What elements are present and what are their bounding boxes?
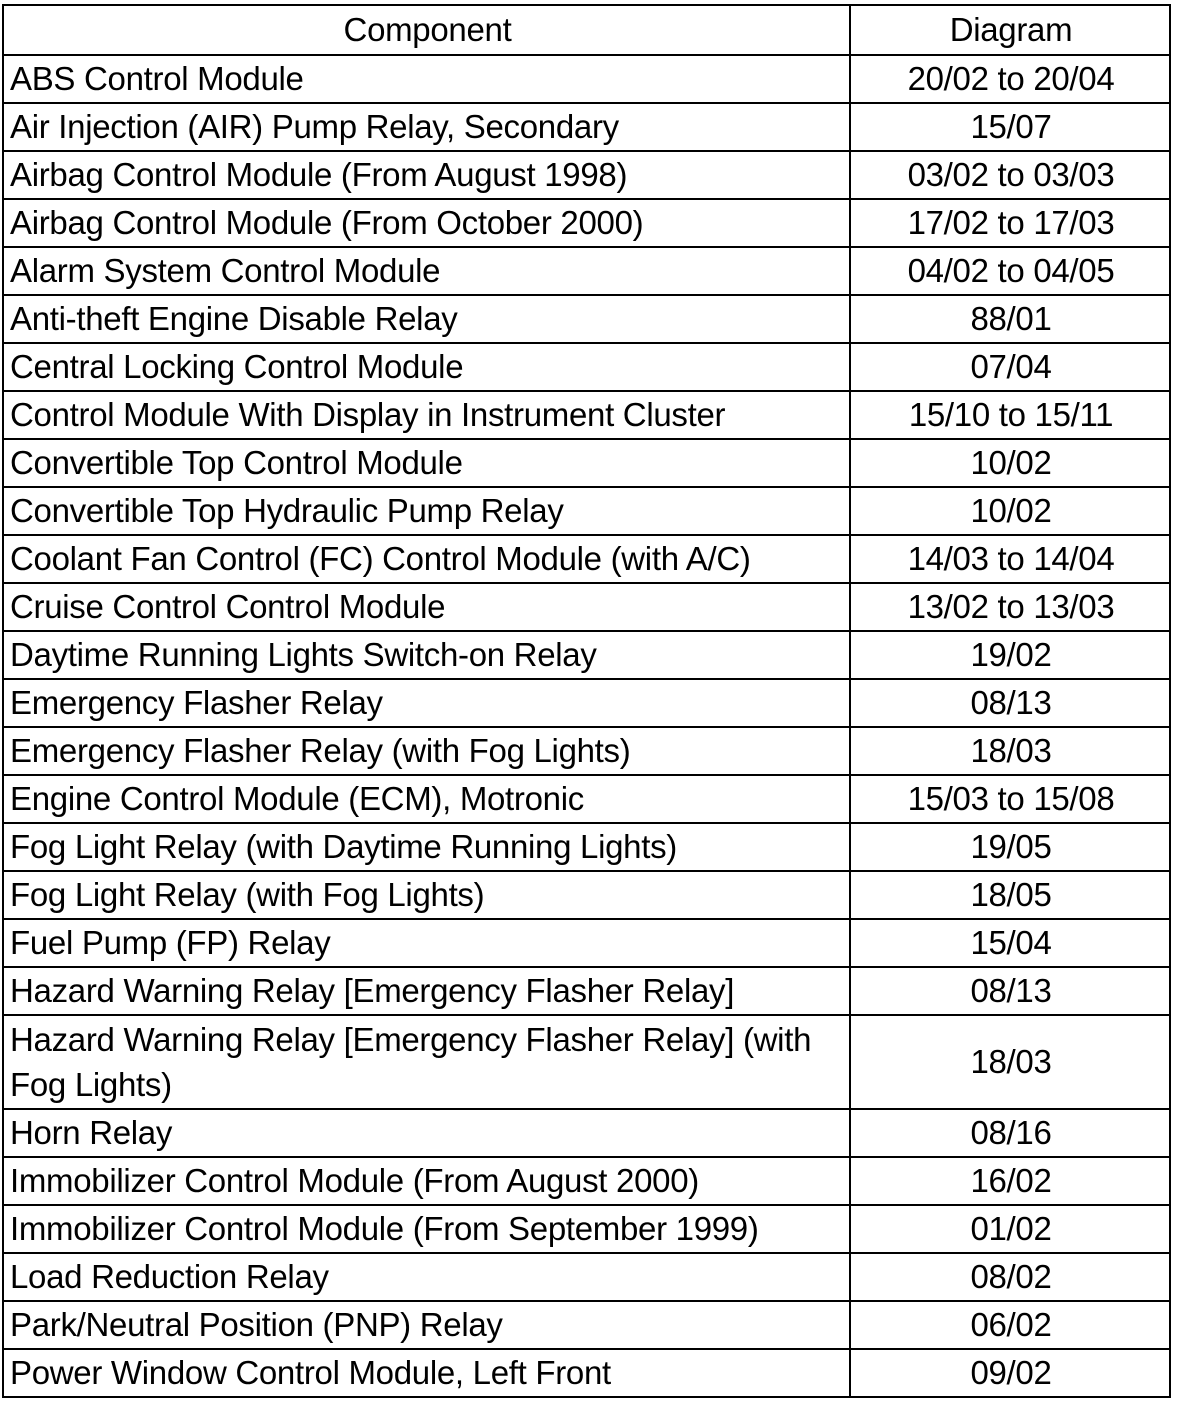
component-cell: Air Injection (AIR) Pump Relay, Secondary bbox=[3, 103, 850, 151]
diagram-cell: 16/02 bbox=[850, 1157, 1170, 1205]
diagram-cell: 14/03 to 14/04 bbox=[850, 535, 1170, 583]
table-row bbox=[3, 535, 1170, 583]
component-cell: Convertible Top Control Module bbox=[3, 439, 850, 487]
component-cell: Coolant Fan Control (FC) Control Module (with A/C) bbox=[3, 535, 850, 583]
table-header-row bbox=[3, 5, 1170, 55]
table-row bbox=[3, 391, 1170, 439]
component-cell: Hazard Warning Relay [Emergency Flasher Relay] (with Fog Lights) bbox=[3, 1015, 850, 1109]
table-row bbox=[3, 1349, 1170, 1397]
table-row bbox=[3, 247, 1170, 295]
component-cell: Horn Relay bbox=[3, 1109, 850, 1157]
table-body bbox=[3, 55, 1170, 1397]
component-cell: Load Reduction Relay bbox=[3, 1253, 850, 1301]
diagram-cell: 01/02 bbox=[850, 1205, 1170, 1253]
component-cell: Control Module With Display in Instrument Cluster bbox=[3, 391, 850, 439]
component-cell: Fuel Pump (FP) Relay bbox=[3, 919, 850, 967]
table-row bbox=[3, 1253, 1170, 1301]
diagram-cell: 88/01 bbox=[850, 295, 1170, 343]
diagram-cell: 19/05 bbox=[850, 823, 1170, 871]
table-row bbox=[3, 1109, 1170, 1157]
diagram-cell: 09/02 bbox=[850, 1349, 1170, 1397]
component-cell: Airbag Control Module (From October 2000) bbox=[3, 199, 850, 247]
component-cell: Hazard Warning Relay [Emergency Flasher Relay] bbox=[3, 967, 850, 1015]
component-cell: Emergency Flasher Relay (with Fog Lights) bbox=[3, 727, 850, 775]
table-row bbox=[3, 1301, 1170, 1349]
component-cell: Airbag Control Module (From August 1998) bbox=[3, 151, 850, 199]
table-row bbox=[3, 631, 1170, 679]
diagram-cell: 17/02 to 17/03 bbox=[850, 199, 1170, 247]
diagram-cell: 07/04 bbox=[850, 343, 1170, 391]
table-row bbox=[3, 967, 1170, 1015]
diagram-cell: 18/03 bbox=[850, 1015, 1170, 1109]
table-row bbox=[3, 727, 1170, 775]
component-cell: Convertible Top Hydraulic Pump Relay bbox=[3, 487, 850, 535]
component-cell: Central Locking Control Module bbox=[3, 343, 850, 391]
diagram-cell: 10/02 bbox=[850, 439, 1170, 487]
table-row bbox=[3, 103, 1170, 151]
table-row bbox=[3, 1015, 1170, 1109]
diagram-cell: 08/13 bbox=[850, 967, 1170, 1015]
diagram-cell: 10/02 bbox=[850, 487, 1170, 535]
table-row bbox=[3, 871, 1170, 919]
diagram-cell: 08/13 bbox=[850, 679, 1170, 727]
table-row bbox=[3, 151, 1170, 199]
table-row bbox=[3, 775, 1170, 823]
component-cell: Engine Control Module (ECM), Motronic bbox=[3, 775, 850, 823]
component-cell: Anti-theft Engine Disable Relay bbox=[3, 295, 850, 343]
diagram-cell: 08/16 bbox=[850, 1109, 1170, 1157]
diagram-cell: 04/02 to 04/05 bbox=[850, 247, 1170, 295]
table-row bbox=[3, 679, 1170, 727]
component-cell: Power Window Control Module, Left Front bbox=[3, 1349, 850, 1397]
diagram-cell: 06/02 bbox=[850, 1301, 1170, 1349]
diagram-cell: 13/02 to 13/03 bbox=[850, 583, 1170, 631]
component-cell: Fog Light Relay (with Daytime Running Lights) bbox=[3, 823, 850, 871]
component-cell: Immobilizer Control Module (From August 2000) bbox=[3, 1157, 850, 1205]
table-row bbox=[3, 439, 1170, 487]
component-cell: Emergency Flasher Relay bbox=[3, 679, 850, 727]
header-diagram: Diagram bbox=[850, 5, 1170, 55]
diagram-cell: 15/03 to 15/08 bbox=[850, 775, 1170, 823]
diagram-cell: 18/05 bbox=[850, 871, 1170, 919]
diagram-cell: 15/10 to 15/11 bbox=[850, 391, 1170, 439]
component-diagram-table bbox=[2, 4, 1171, 1398]
table-row bbox=[3, 343, 1170, 391]
component-cell: ABS Control Module bbox=[3, 55, 850, 103]
diagram-cell: 18/03 bbox=[850, 727, 1170, 775]
table-row bbox=[3, 199, 1170, 247]
table-row bbox=[3, 919, 1170, 967]
diagram-cell: 08/02 bbox=[850, 1253, 1170, 1301]
component-cell: Park/Neutral Position (PNP) Relay bbox=[3, 1301, 850, 1349]
table-row bbox=[3, 823, 1170, 871]
table-row bbox=[3, 55, 1170, 103]
diagram-cell: 03/02 to 03/03 bbox=[850, 151, 1170, 199]
component-cell: Cruise Control Control Module bbox=[3, 583, 850, 631]
diagram-cell: 20/02 to 20/04 bbox=[850, 55, 1170, 103]
table-row bbox=[3, 583, 1170, 631]
header-component: Component bbox=[3, 5, 850, 55]
component-cell: Daytime Running Lights Switch-on Relay bbox=[3, 631, 850, 679]
component-cell: Immobilizer Control Module (From September 1999) bbox=[3, 1205, 850, 1253]
diagram-cell: 19/02 bbox=[850, 631, 1170, 679]
component-cell: Fog Light Relay (with Fog Lights) bbox=[3, 871, 850, 919]
table-row bbox=[3, 1157, 1170, 1205]
component-cell: Alarm System Control Module bbox=[3, 247, 850, 295]
table-row bbox=[3, 487, 1170, 535]
table-row bbox=[3, 295, 1170, 343]
table-row bbox=[3, 1205, 1170, 1253]
diagram-cell: 15/07 bbox=[850, 103, 1170, 151]
diagram-cell: 15/04 bbox=[850, 919, 1170, 967]
